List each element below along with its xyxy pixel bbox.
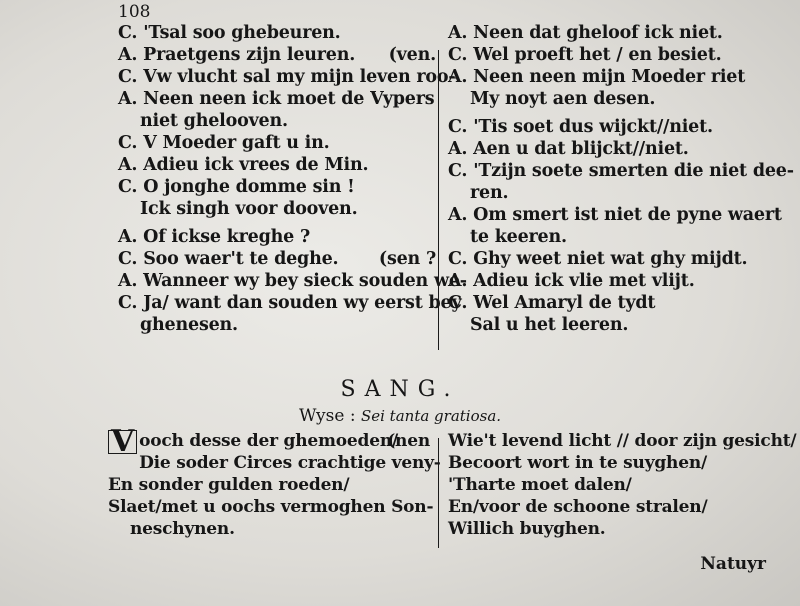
text-line xyxy=(448,430,797,452)
text-line xyxy=(118,292,462,314)
page-number: 108 xyxy=(118,2,151,22)
text-line xyxy=(448,226,778,248)
song-tune xyxy=(0,406,800,426)
line-overflow: (nen xyxy=(387,431,430,451)
line-text: A. Om smert ist niet de pyne waert xyxy=(448,205,782,225)
line-text: te keeren. xyxy=(470,227,567,247)
text-line xyxy=(118,66,456,88)
column-divider-top xyxy=(438,50,439,350)
text-line xyxy=(448,204,782,226)
line-text: C. Ghy weet niet wat ghy mijdt. xyxy=(448,249,748,269)
text-line xyxy=(448,22,778,44)
text-line xyxy=(448,474,778,496)
line-text: A. Neen dat gheloof ick niet. xyxy=(448,23,723,43)
line-text: ghenesen. xyxy=(140,315,238,335)
line-text: C. Soo waer't te deghe. xyxy=(118,249,339,269)
text-line xyxy=(108,452,441,474)
text-line xyxy=(118,314,436,336)
line-text: C. Ja/ want dan souden wy eerst bey xyxy=(118,293,462,313)
text-line xyxy=(108,496,434,518)
line-text: A. Neen neen ick moet de Vypers xyxy=(118,89,435,109)
line-text: En sonder gulden roeden/ xyxy=(108,475,350,495)
line-text: Willich buyghen. xyxy=(448,519,606,539)
text-line xyxy=(448,88,778,110)
line-text: A. Praetgens zijn leuren. xyxy=(118,45,356,65)
line-text: neschynen. xyxy=(130,519,235,539)
column-divider-bottom xyxy=(438,438,439,548)
text-line xyxy=(118,44,436,66)
text-line xyxy=(118,176,436,198)
line-text: En/voor de schoone stralen/ xyxy=(448,497,708,517)
dialogue-right-column xyxy=(448,22,794,336)
text-line xyxy=(448,66,778,88)
line-text: Die soder Circes crachtige veny- xyxy=(139,453,441,473)
line-text: C. 'Tsal soo ghebeuren. xyxy=(118,23,341,43)
tune-name: Sei tanta gratiosa. xyxy=(360,407,502,425)
text-line xyxy=(448,160,794,182)
line-text: A. Wanneer wy bey sieck souden we- xyxy=(118,271,467,291)
line-text: My noyt aen desen. xyxy=(470,89,656,109)
line-overflow: (sen ? xyxy=(378,249,436,269)
text-line xyxy=(448,518,778,540)
line-text: C. O jonghe domme sin ! xyxy=(118,177,355,197)
catchword: Natuyr xyxy=(700,554,766,574)
text-line xyxy=(448,452,778,474)
line-overflow: (ven. xyxy=(388,45,436,65)
line-text: 'Tharte moet dalen/ xyxy=(448,475,632,495)
text-line xyxy=(118,226,436,248)
text-line xyxy=(118,88,436,110)
text-line xyxy=(448,292,778,314)
line-text: C. Wel proeft het / en besiet. xyxy=(448,45,722,65)
line-text: niet ghelooven. xyxy=(140,111,288,131)
line-text: A. Adieu ick vlie met vlijt. xyxy=(448,271,695,291)
line-text: A. Neen neen mijn Moeder riet xyxy=(448,67,746,87)
line-text: Sal u het leeren. xyxy=(470,315,629,335)
text-line xyxy=(448,116,778,138)
drop-cap: V xyxy=(108,430,137,454)
text-line xyxy=(448,44,778,66)
text-line xyxy=(118,248,436,270)
song-title: SANG. xyxy=(340,377,460,402)
text-line xyxy=(118,270,467,292)
line-text: C. 'Tis soet dus wijckt//niet. xyxy=(448,117,713,137)
line-text: Ick singh voor dooven. xyxy=(140,199,358,219)
line-text: ren. xyxy=(470,183,509,203)
line-text: Slaet/met u oochs vermoghen Son- xyxy=(108,497,434,517)
line-text: A. Aen u dat blijckt//niet. xyxy=(448,139,689,159)
line-text: C. Wel Amaryl de tydt xyxy=(448,293,656,313)
line-text: ooch desse der ghemoeden/ xyxy=(139,431,399,451)
line-text: C. 'Tzijn soete smerten die niet dee- xyxy=(448,161,794,181)
text-line xyxy=(448,138,778,160)
line-text: C. V Moeder gaft u in. xyxy=(118,133,330,153)
song-left-column xyxy=(108,424,441,540)
line-text: Becoort wort in te suyghen/ xyxy=(448,453,708,473)
song-right-column xyxy=(448,430,797,540)
text-line xyxy=(448,314,778,336)
text-line xyxy=(118,110,436,132)
text-line xyxy=(118,132,436,154)
line-text: A. Adieu ick vrees de Min. xyxy=(118,155,369,175)
text-line xyxy=(448,496,778,518)
dialogue-left-column xyxy=(118,22,467,336)
text-line xyxy=(448,270,778,292)
tune-label: Wyse : xyxy=(298,406,356,426)
text-line xyxy=(118,22,436,44)
text-line xyxy=(118,154,436,176)
line-text: A. Of ickse kreghe ? xyxy=(118,227,311,247)
text-line xyxy=(448,182,778,204)
text-line xyxy=(108,474,430,496)
text-line xyxy=(108,424,430,459)
line-text: Wie't levend licht // door zijn gesicht/ xyxy=(448,431,797,451)
text-line xyxy=(448,248,778,270)
line-text: C. Vw vlucht sal my mijn leven roo- xyxy=(118,67,456,87)
text-line xyxy=(118,198,436,220)
text-line xyxy=(108,518,430,540)
